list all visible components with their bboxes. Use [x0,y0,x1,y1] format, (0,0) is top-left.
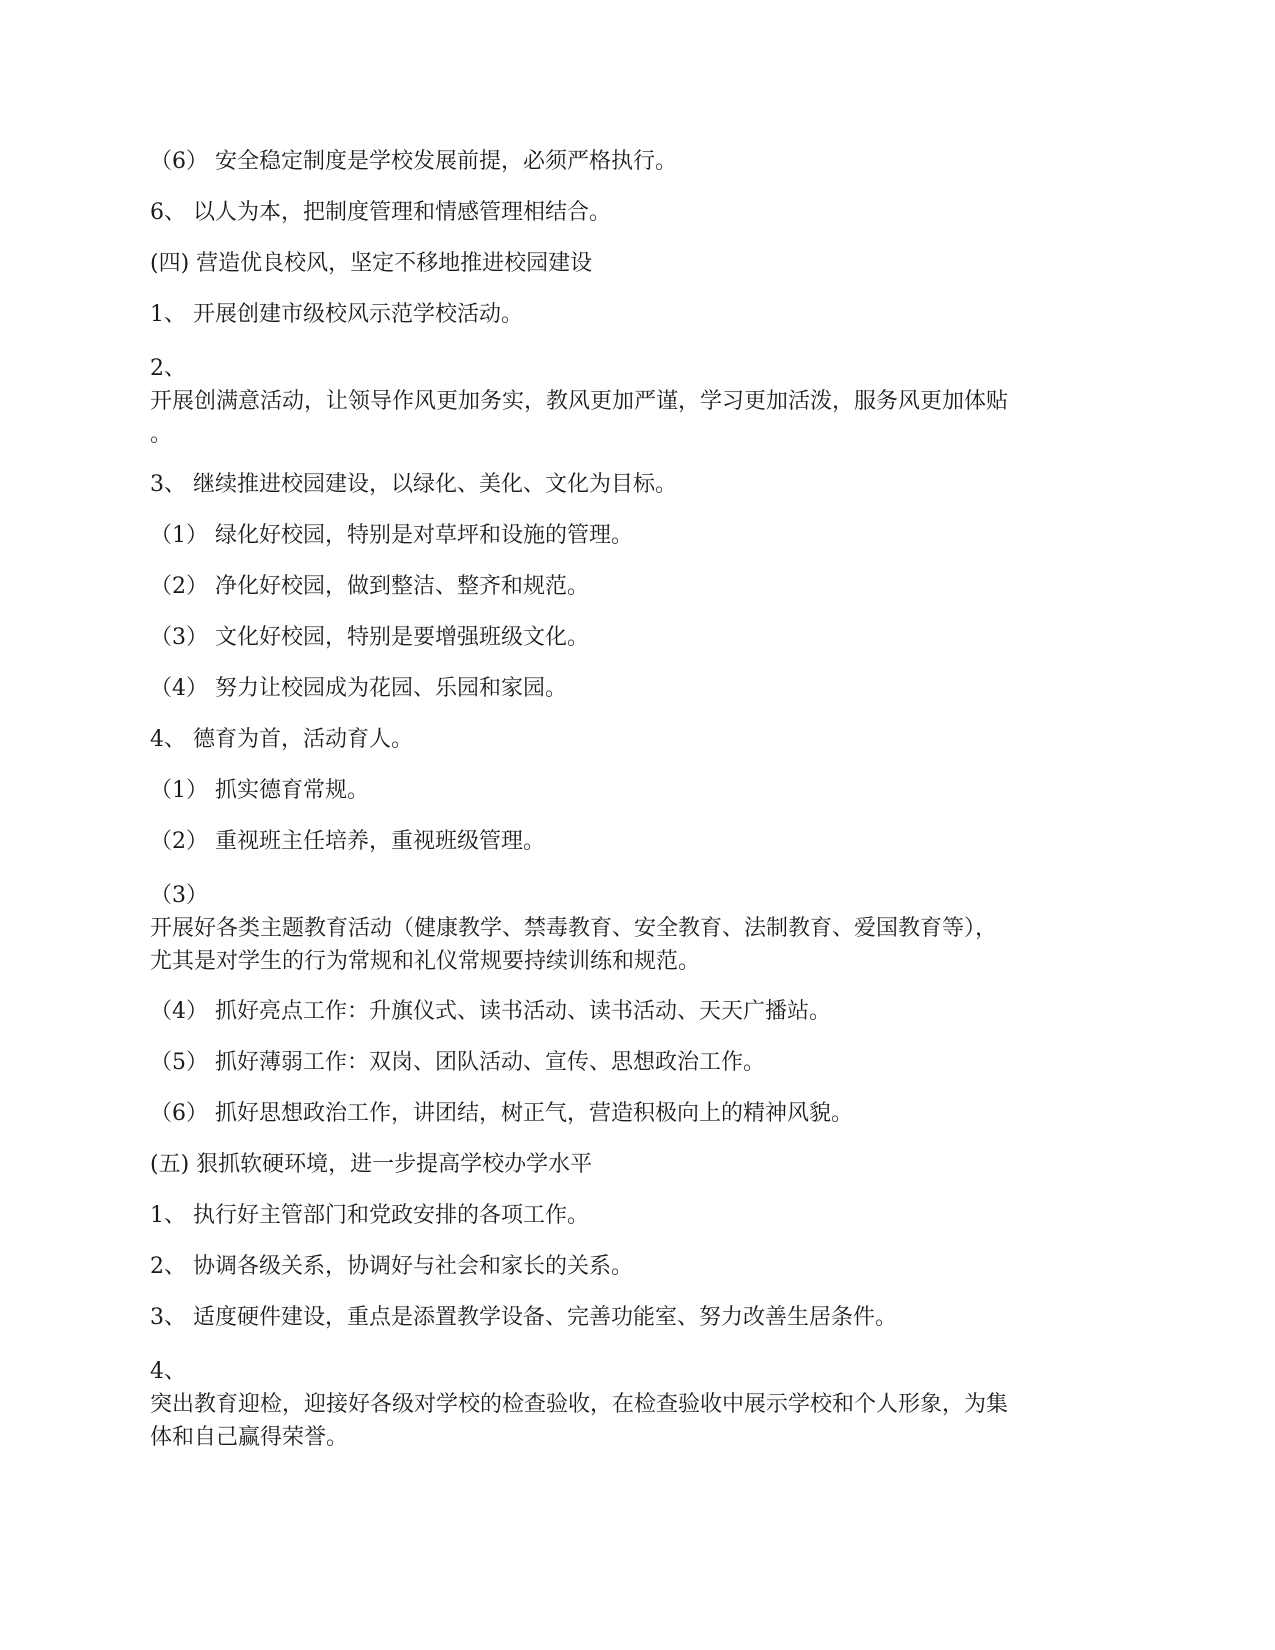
paragraph: （5） 抓好薄弱工作：双岗、团队活动、宣传、思想政治工作。 [150,1050,765,1075]
paragraph: 2、 开展创满意活动，让领导作风更加务实，教风更加严谨，学习更加活泼，服务风更加体贴 。 [150,356,1009,447]
paragraph: （4） 抓好亮点工作：升旗仪式、读书活动、读书活动、天天广播站。 [150,999,831,1024]
paragraph: （1） 抓实德育常规。 [150,778,369,803]
paragraph: （4） 努力让校园成为花园、乐园和家园。 [150,676,567,701]
paragraph: （3） 开展好各类主题教育活动（健康教学、禁毒教育、安全教育、法制教育、爱国教育等）， 尤其是对学生的行为常规和礼仪常规要持续训练和规范。 [150,883,998,974]
document-body [150,148,1130,1477]
paragraph: （3） 文化好校园，特别是要增强班级文化。 [150,625,589,650]
section-heading: (五) 狠抓软硬环境，进一步提高学校办学水平 [150,1152,593,1177]
paragraph: （2） 净化好校园，做到整洁、整齐和规范。 [150,574,589,599]
paragraph: （2） 重视班主任培养，重视班级管理。 [150,829,545,854]
paragraph: 1、 开展创建市级校风示范学校活动。 [150,302,523,327]
paragraph: 3、 继续推进校园建设，以绿化、美化、文化为目标。 [150,472,677,497]
paragraph: （6） 抓好思想政治工作，讲团结，树正气，营造积极向上的精神风貌。 [150,1101,853,1126]
paragraph: 4、 德育为首，活动育人。 [150,727,413,752]
paragraph: 3、 适度硬件建设，重点是添置教学设备、完善功能室、努力改善生居条件。 [150,1305,897,1330]
paragraph: 4、 突出教育迎检，迎接好各级对学校的检查验收，在检查验收中展示学校和个人形象，为集 体和自己赢得荣誉。 [150,1359,1009,1450]
paragraph: 1、 执行好主管部门和党政安排的各项工作。 [150,1203,589,1228]
paragraph: （1） 绿化好校园，特别是对草坪和设施的管理。 [150,523,633,548]
paragraph: （6） 安全稳定制度是学校发展前提，必须严格执行。 [150,149,677,174]
paragraph: 2、 协调各级关系，协调好与社会和家长的关系。 [150,1254,633,1279]
paragraph: 6、 以人为本，把制度管理和情感管理相结合。 [150,200,611,225]
section-heading: (四) 营造优良校风，坚定不移地推进校园建设 [150,251,593,276]
